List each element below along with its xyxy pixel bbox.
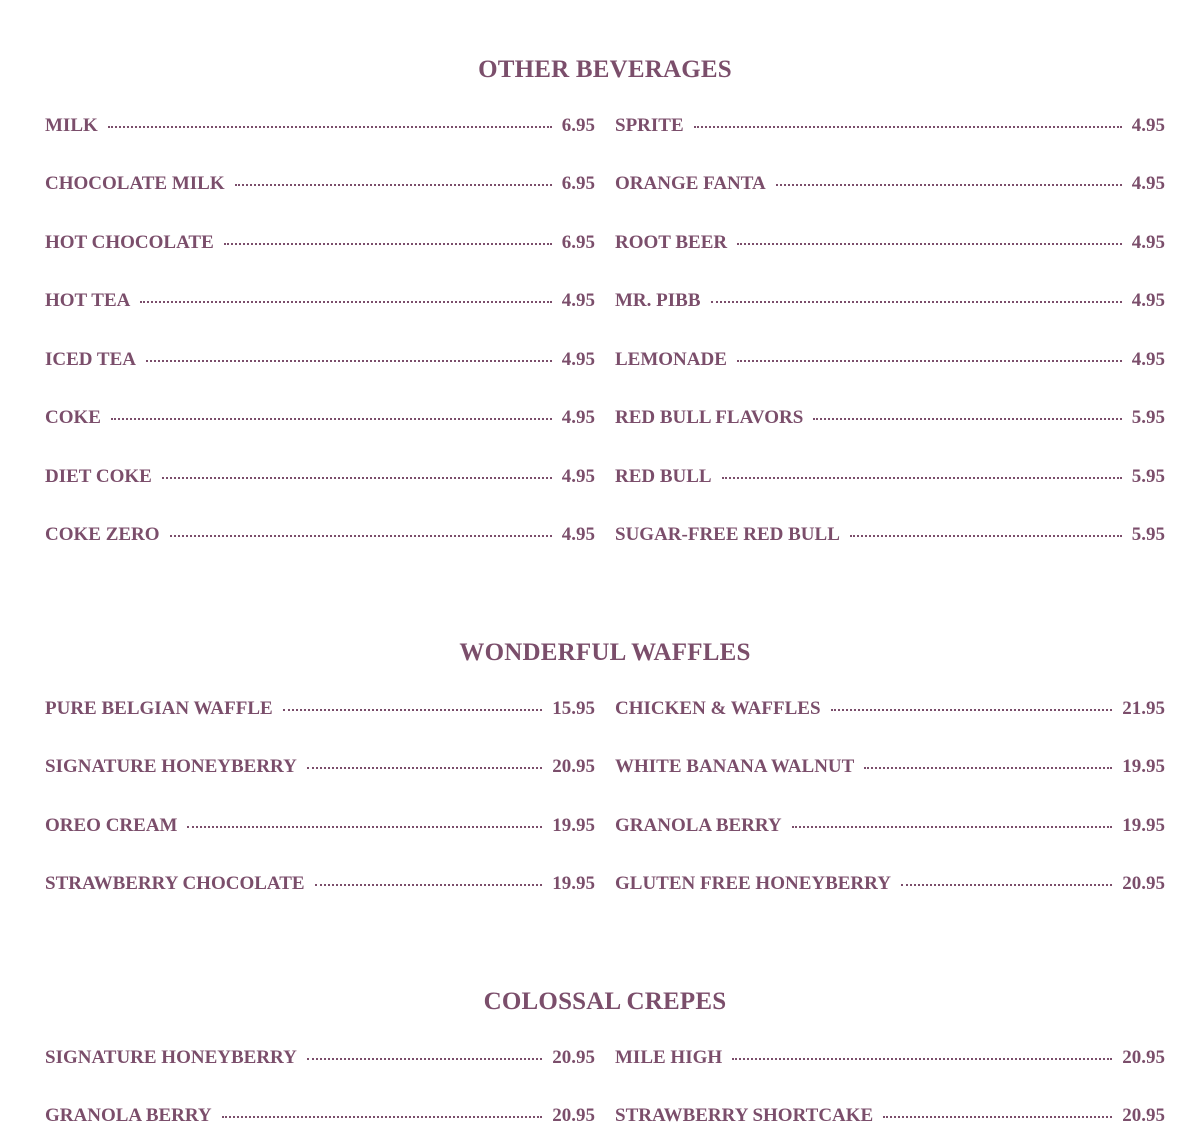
menu-item bbox=[45, 231, 595, 255]
menu-item bbox=[615, 348, 1165, 372]
item-name: GLUTEN FREE HONEYBERRY bbox=[615, 873, 891, 894]
item-price: 4.95 bbox=[1131, 232, 1165, 253]
menu-item bbox=[45, 697, 595, 721]
item-price: 19.95 bbox=[1122, 815, 1165, 836]
menu-item bbox=[45, 289, 595, 313]
item-price: 4.95 bbox=[561, 407, 595, 428]
item-name: ORANGE FANTA bbox=[615, 173, 766, 194]
item-name: COKE ZERO bbox=[45, 524, 160, 545]
item-name: CHICKEN & WAFFLES bbox=[615, 698, 821, 719]
leader-dots bbox=[108, 126, 552, 128]
leader-dots bbox=[831, 709, 1113, 711]
section-title: WONDERFUL WAFFLES bbox=[459, 639, 751, 666]
item-price: 4.95 bbox=[1131, 349, 1165, 370]
item-name: SIGNATURE HONEYBERRY bbox=[45, 756, 297, 777]
menu-item bbox=[615, 1104, 1165, 1128]
leader-dots bbox=[776, 184, 1122, 186]
leader-dots bbox=[187, 826, 542, 828]
item-name: LEMONADE bbox=[615, 349, 727, 370]
leader-dots bbox=[307, 1058, 542, 1060]
leader-dots bbox=[901, 884, 1112, 886]
item-name: MR. PIBB bbox=[615, 290, 701, 311]
leader-dots bbox=[222, 1116, 543, 1118]
item-price: 20.95 bbox=[552, 1047, 595, 1068]
leader-dots bbox=[694, 126, 1122, 128]
menu-item bbox=[615, 114, 1165, 138]
menu-item bbox=[45, 523, 595, 547]
leader-dots bbox=[315, 884, 543, 886]
leader-dots bbox=[111, 418, 552, 420]
section-title: COLOSSAL CREPES bbox=[483, 988, 727, 1015]
item-name: STRAWBERRY CHOCOLATE bbox=[45, 873, 305, 894]
item-price: 20.95 bbox=[552, 1105, 595, 1126]
item-price: 4.95 bbox=[561, 466, 595, 487]
item-price: 4.95 bbox=[561, 524, 595, 545]
item-price: 6.95 bbox=[561, 173, 595, 194]
leader-dots bbox=[864, 767, 1112, 769]
item-price: 5.95 bbox=[1131, 524, 1165, 545]
item-name: ICED TEA bbox=[45, 349, 136, 370]
item-price: 4.95 bbox=[561, 290, 595, 311]
menu-item bbox=[615, 697, 1165, 721]
menu-item bbox=[615, 872, 1165, 896]
leader-dots bbox=[140, 301, 551, 303]
item-price: 20.95 bbox=[1122, 873, 1165, 894]
menu-item bbox=[615, 465, 1165, 489]
menu-item bbox=[45, 872, 595, 896]
item-name: PURE BELGIAN WAFFLE bbox=[45, 698, 273, 719]
item-price: 5.95 bbox=[1131, 466, 1165, 487]
item-price: 15.95 bbox=[552, 698, 595, 719]
item-name: OREO CREAM bbox=[45, 815, 178, 836]
item-price: 6.95 bbox=[561, 232, 595, 253]
item-price: 20.95 bbox=[1122, 1105, 1165, 1126]
item-price: 20.95 bbox=[1122, 1047, 1165, 1068]
item-name: CHOCOLATE MILK bbox=[45, 173, 225, 194]
leader-dots bbox=[732, 1058, 1112, 1060]
leader-dots bbox=[711, 301, 1122, 303]
menu-item bbox=[45, 348, 595, 372]
item-price: 4.95 bbox=[1131, 115, 1165, 136]
item-price: 4.95 bbox=[561, 349, 595, 370]
item-name: SIGNATURE HONEYBERRY bbox=[45, 1047, 297, 1068]
leader-dots bbox=[162, 477, 552, 479]
item-name: ROOT BEER bbox=[615, 232, 728, 253]
item-name: GRANOLA BERRY bbox=[45, 1105, 212, 1126]
item-price: 5.95 bbox=[1131, 407, 1165, 428]
item-price: 21.95 bbox=[1122, 698, 1165, 719]
menu-item bbox=[45, 465, 595, 489]
item-name: RED BULL FLAVORS bbox=[615, 407, 804, 428]
item-name: MILE HIGH bbox=[615, 1047, 723, 1068]
item-name: RED BULL bbox=[615, 466, 712, 487]
menu-item bbox=[615, 289, 1165, 313]
leader-dots bbox=[813, 418, 1121, 420]
menu-item bbox=[45, 814, 595, 838]
section-title: OTHER BEVERAGES bbox=[478, 56, 732, 83]
menu-item bbox=[45, 406, 595, 430]
menu-item bbox=[45, 755, 595, 779]
menu-item bbox=[615, 1046, 1165, 1070]
leader-dots bbox=[722, 477, 1122, 479]
menu-item bbox=[45, 1046, 595, 1070]
leader-dots bbox=[737, 243, 1122, 245]
item-name: WHITE BANANA WALNUT bbox=[615, 756, 855, 777]
item-price: 4.95 bbox=[1131, 173, 1165, 194]
leader-dots bbox=[850, 535, 1122, 537]
item-name: HOT CHOCOLATE bbox=[45, 232, 214, 253]
leader-dots bbox=[883, 1116, 1112, 1118]
leader-dots bbox=[235, 184, 552, 186]
leader-dots bbox=[737, 360, 1122, 362]
leader-dots bbox=[792, 826, 1113, 828]
leader-dots bbox=[170, 535, 552, 537]
menu-item bbox=[615, 523, 1165, 547]
leader-dots bbox=[224, 243, 552, 245]
item-name: DIET COKE bbox=[45, 466, 152, 487]
item-price: 4.95 bbox=[1131, 290, 1165, 311]
item-price: 6.95 bbox=[561, 115, 595, 136]
item-price: 19.95 bbox=[552, 815, 595, 836]
item-name: SUGAR-FREE RED BULL bbox=[615, 524, 840, 545]
item-price: 20.95 bbox=[552, 756, 595, 777]
menu-item bbox=[615, 814, 1165, 838]
menu-item bbox=[45, 114, 595, 138]
menu-item bbox=[615, 406, 1165, 430]
item-price: 19.95 bbox=[552, 873, 595, 894]
item-name: GRANOLA BERRY bbox=[615, 815, 782, 836]
menu-item bbox=[615, 172, 1165, 196]
leader-dots bbox=[283, 709, 543, 711]
item-price: 19.95 bbox=[1122, 756, 1165, 777]
item-name: STRAWBERRY SHORTCAKE bbox=[615, 1105, 874, 1126]
menu-item bbox=[615, 231, 1165, 255]
item-name: MILK bbox=[45, 115, 98, 136]
menu-item bbox=[615, 755, 1165, 779]
item-name: COKE bbox=[45, 407, 101, 428]
menu-item bbox=[45, 1104, 595, 1128]
item-name: SPRITE bbox=[615, 115, 684, 136]
leader-dots bbox=[146, 360, 552, 362]
menu-item bbox=[45, 172, 595, 196]
leader-dots bbox=[307, 767, 542, 769]
item-name: HOT TEA bbox=[45, 290, 131, 311]
